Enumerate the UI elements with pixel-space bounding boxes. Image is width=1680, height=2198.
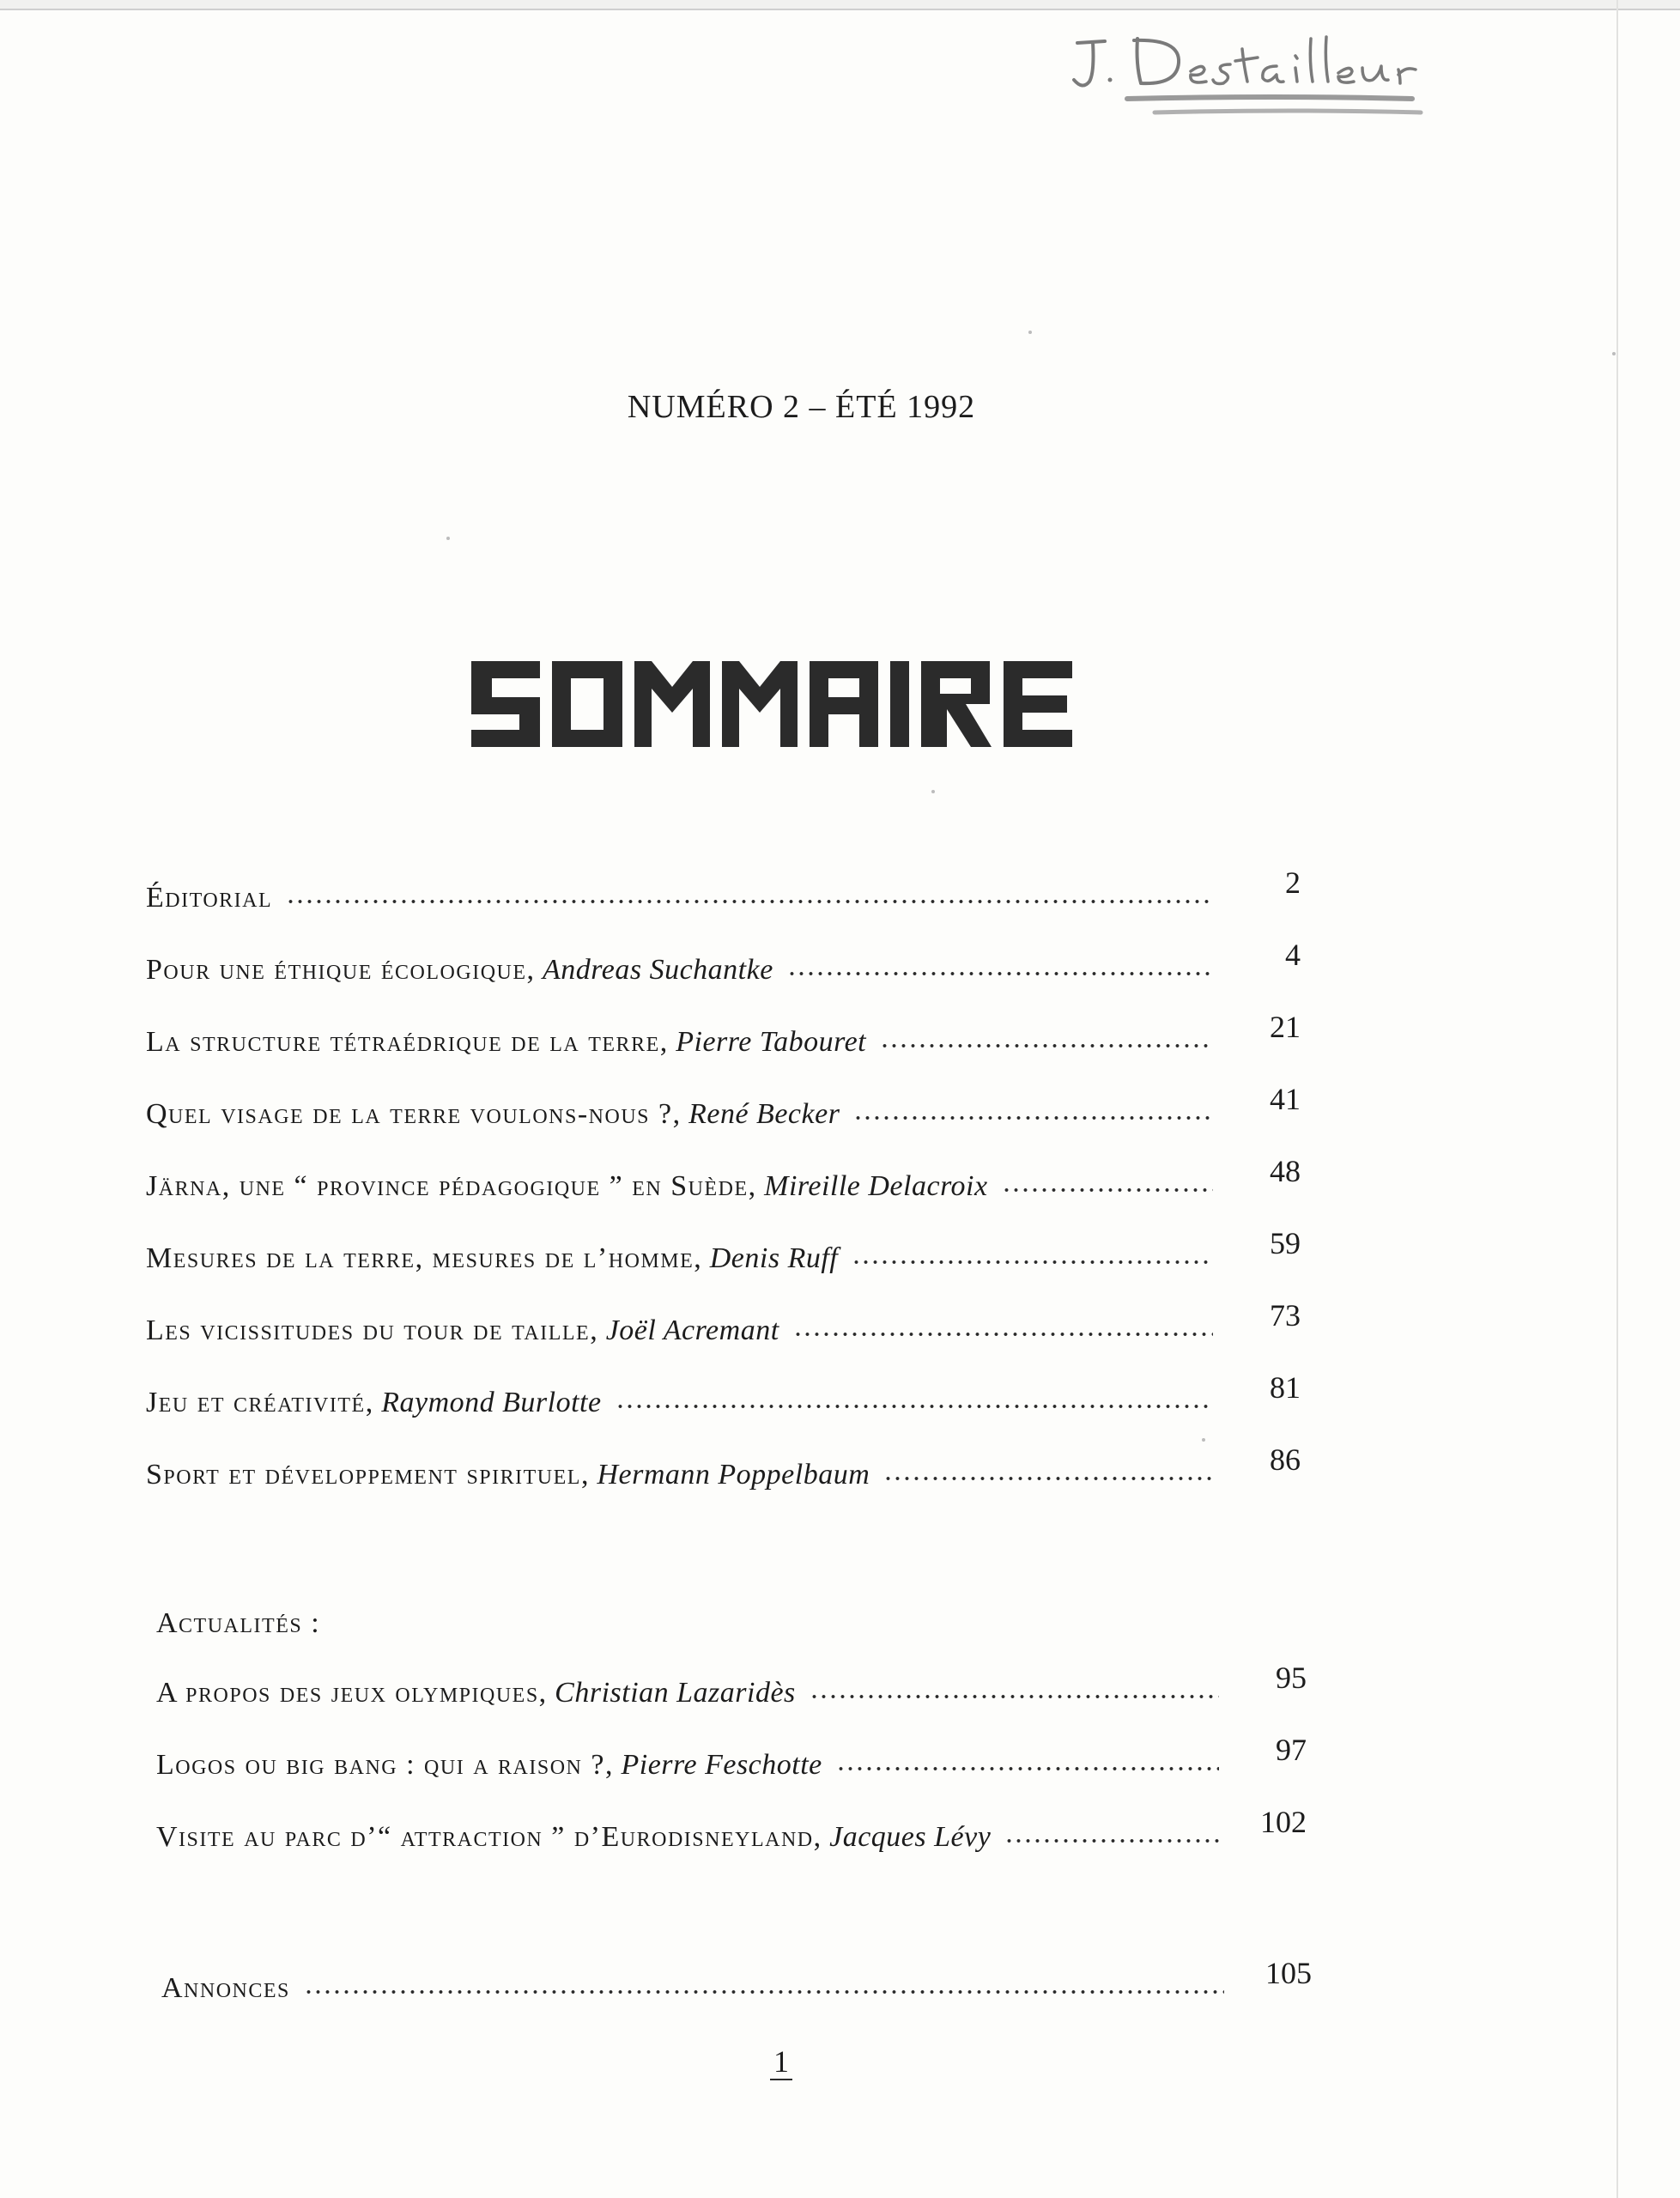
toc-entry (146, 865, 1301, 917)
toc-entry-title: Logos ou big bang : qui a raison ?, (156, 1749, 614, 1781)
dot-leader (787, 970, 1213, 977)
dot-leader (852, 1259, 1213, 1266)
scan-speck (1612, 352, 1616, 355)
scan-speck (931, 790, 935, 793)
toc-entry (156, 1661, 1307, 1712)
toc-entry-title: Éditorial (146, 882, 273, 914)
dot-leader (810, 1693, 1219, 1700)
toc-entry (156, 1733, 1307, 1784)
toc-entry-page: 105 (1265, 1956, 1312, 1990)
toc-entry-page: 21 (1270, 1010, 1301, 1044)
toc-entry-title: Mesures de la terre, mesures de l’homme, (146, 1242, 703, 1274)
handwritten-signature (1052, 13, 1481, 142)
dot-leader (304, 1989, 1224, 1995)
toc-entry-author: Mireille Delacroix (764, 1170, 988, 1202)
toc-entry-author: Jacques Lévy (829, 1821, 992, 1853)
scan-speck (1028, 331, 1032, 334)
toc-entry (146, 1298, 1301, 1350)
toc-entry-title: Visite au parc d’“ attraction ” d’Eurodisneyland, (156, 1821, 822, 1853)
scan-speck (1202, 1438, 1205, 1442)
toc-entry (146, 1154, 1301, 1205)
dot-leader (836, 1765, 1219, 1772)
toc-entry-page: 48 (1270, 1154, 1301, 1188)
toc-entry (146, 1442, 1301, 1494)
page-number (755, 2043, 807, 2080)
toc-entry-title: Quel visage de la terre voulons-nous ?, (146, 1098, 682, 1130)
toc-entry-page: 97 (1276, 1733, 1307, 1767)
toc-entry (146, 1370, 1301, 1422)
issue-line: NUMÉRO 2 – ÉTÉ 1992 (627, 389, 976, 425)
dot-leader (1004, 1837, 1219, 1844)
toc-entry-title: Jeu et créativité, (146, 1387, 374, 1418)
toc-entry-page: 102 (1260, 1805, 1307, 1839)
toc-entry-author: Pierre Feschotte (621, 1749, 822, 1781)
dot-leader (616, 1403, 1213, 1410)
toc-entry-title: La structure tétraédrique de la terre, (146, 1026, 669, 1058)
scan-speck (446, 537, 450, 540)
toc-entry-author: Joël Acremant (605, 1315, 779, 1346)
dot-leader (793, 1331, 1213, 1338)
actualites-heading: Actualités : (156, 1607, 321, 1639)
toc-entry (146, 1010, 1301, 1061)
toc-entry-author: René Becker (688, 1098, 840, 1130)
toc-entry (146, 1226, 1301, 1278)
toc-entry-page: 59 (1270, 1226, 1301, 1260)
dot-leader (286, 898, 1213, 905)
toc-entry-title: Annonces (161, 1972, 290, 2004)
toc-entry-page: 73 (1270, 1298, 1301, 1333)
toc-entry-page: 81 (1270, 1370, 1301, 1405)
sommaire-logotype (0, 653, 1680, 756)
toc-entry-page: 4 (1285, 938, 1301, 972)
toc-entry-page: 95 (1276, 1661, 1307, 1695)
toc-entry-title: Sport et développement spirituel, (146, 1459, 590, 1491)
toc-entry (146, 938, 1301, 989)
dot-leader (883, 1475, 1213, 1482)
toc-entry-title: Järna, une “ province pédagogique ” en Suède, (146, 1170, 757, 1202)
toc-entry-author: Andreas Suchantke (543, 954, 773, 986)
toc-entry-annonces (161, 1956, 1312, 2007)
toc-entry-author: Hermann Poppelbaum (597, 1459, 870, 1491)
toc-entry-author: Denis Ruff (709, 1242, 839, 1274)
toc-entry (156, 1805, 1307, 1856)
toc-entry-title: Pour une éthique écologique, (146, 954, 536, 986)
page-top-edge (0, 0, 1680, 10)
toc-entry-author: Christian Lazaridès (555, 1677, 796, 1709)
toc-entry-title: Les vicissitudes du tour de taille, (146, 1315, 599, 1346)
dot-leader (853, 1114, 1213, 1121)
dot-leader (1002, 1187, 1213, 1193)
toc-entry (146, 1082, 1301, 1133)
toc-entry-page: 2 (1285, 865, 1301, 900)
toc-entry-page: 86 (1270, 1442, 1301, 1477)
toc-entry-author: Pierre Tabouret (676, 1026, 867, 1058)
dot-leader (880, 1042, 1213, 1049)
page-fold-line (1616, 0, 1618, 2198)
page-number-value: 1 (770, 2044, 792, 2080)
toc-entry-title: A propos des jeux olympiques, (156, 1677, 548, 1709)
toc-entry-page: 41 (1270, 1082, 1301, 1116)
toc-entry-author: Raymond Burlotte (381, 1387, 602, 1418)
